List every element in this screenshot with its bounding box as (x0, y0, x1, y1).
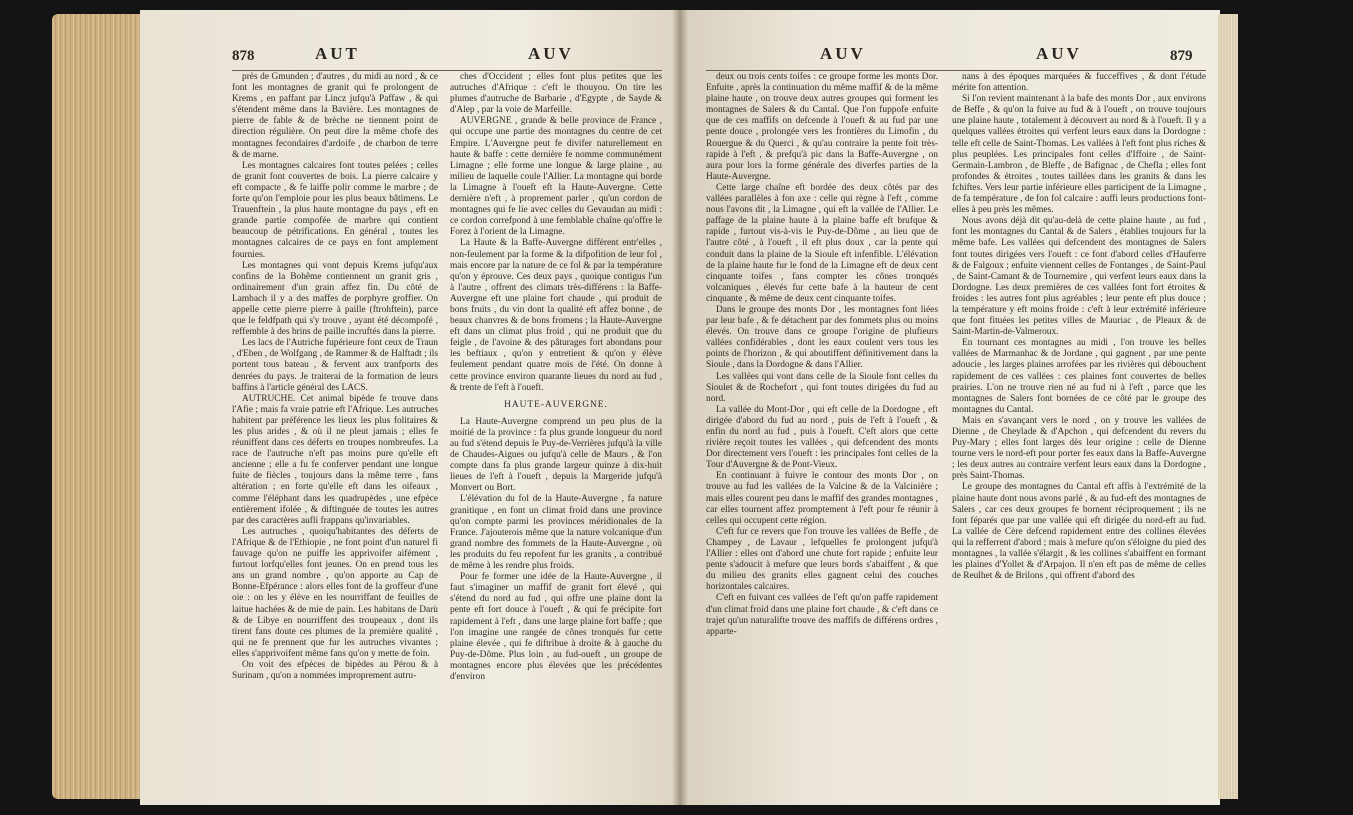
paragraph: nans à des époques marquées & fucceffives , & dont l'étude mérite fon attention. (952, 72, 1206, 94)
book-gutter (672, 10, 688, 805)
paragraph: Le groupe des montagnes du Cantal eft affis à l'extrémité de la plaine haute dont nous avons parlé , & au fud-eft des montagnes de Salers , car ces deux groupes fe bornent réciproquement ; ils ne font féparés que par une vallée qui eft dirigée du nord-eft au fud. La vallée de Cère defcend rapidement entre des collines élevées qui la refferrent d'abord ; mais à mefure qu'on s'éloigne du pied des montagnes , la vallée s'élargit , & les collines s'abaiffent en formant les plaines d'Yollet & d'Arpajon. Il n'en eft pas de même de celles de Reulhet & de Brilons , qui offrent d'abord des (952, 482, 1206, 582)
paragraph: près de Gmunden ; d'autres , du midi au nord , & ce font les montagnes de granit qui fe prolongent de Krems , en paffant par Lincz jufqu'à Paffaw , & qui s'étendent même dans la Bavière. Les montagnes de pierre de fable & de brèche ne tiennent point de direction régulière. On peut dire la même chofe des montagnes fecondaires d'ardoife , de charbon de terre & de marne. (232, 72, 438, 160)
paragraph: Mais en s'avançant vers le nord , on y trouve les vallées de Dienne , de Cheylade & d'Apchon , qui defcendent du revers du Puy-Mary ; elles font larges dès leur origine : celle de Dienne tourne vers le nord-eft pour porter fes eaux dans la Baffe-Auvergne ; les deux autres au contraire verfent leurs eaux dans la Dordogne , près Saint-Thomas. (952, 415, 1206, 482)
right-page (680, 10, 1220, 805)
paragraph: La Haute & la Baffe-Auvergne diffèrent entr'elles , non-feulement par la forme & la difpofition de leur fol , mais encore par la nature de ce fol & par la température qu'on y éprouve. Ces deux pays , quoique contigus l'un à l'autre , offrent des climats très-différens : la Baffe-Auvergne eft une plaine fort chaude , qui produit de bons fruits , du vin dont la qualité eft affez bonne , de beaux chanvres & de bons fromens ; la Haute-Auvergne eft dans un climat plus froid , qui ne produit que du feigle , de l'avoine & des pâturages fort abondans pour les beftiaux , qu'on y entretient & qu'on y élève feulement pendant quatre mois de l'été. On donne à cette province environ quarante lieues du nord au fud , & trente de l'eft à l'oueft. (450, 238, 662, 393)
paragraph: AUTRUCHE. Cet animal bipède fe trouve dans l'Afie ; mais fa vraie patrie eft l'Afrique. Les autruches habitent par préférence les lieux les plus folitaires & les plus arides , & où il ne pleut jamais ; elles fe réuniffent dans ces déferts en troupes nombreufes. La race de l'autruche n'eft pas moins pure qu'elle eft ancienne ; elle a fu fe conferver pendant une longue fuite de fiècles , toujours dans la même terre , fans altération ; en forte qu'elle eft dans les oifeaux , comme l'éléphant dans les quadrupèdes , une efpèce entièrement ifolée , & diftinguée de toutes les autres par des caractères aufli frappans qu'invariables. (232, 393, 438, 526)
running-header: AUT (315, 44, 360, 63)
paragraph: On voit des efpèces de bipèdes au Pérou & à Surinam , qu'on a nommées improprement autru- (232, 659, 438, 682)
paragraph: AUVERGNE , grande & belle province de France , qui occupe une partie des montagnes du centre de cet Empire. L'Auvergne peut fe divifer naturellement en haute & baffe : cette dernière fe nomme communément Limagne ; elle forme une longue & large plaine , au milieu de laquelle coule l'Allier. La montagne qui borde la Limagne à l'oueft eft la Haute-Auvergne. Cette dernière n'eft , à proprement parler , qu'un cordon de montagnes qui fe lie avec celles du Gevaudan au midi : ce cordon correfpond à une femblable chaîne qu'offre le Forez à l'orient de la Limagne. (450, 116, 662, 238)
paragraph: Pour fe former une idée de la Haute-Auvergne , il faut s'imaginer un maffif de granit fort élevé , qui s'étend du nord au fud , qui offre une plaine dont la pente eft fort douce à l'oueft , & qui fe précipite fort rapidement à l'eft , dans une large plaine fort baffe ; que l'on imagine une rangée de cônes tronqués fur cette plaine élevée , qui fe diftribue à droite & à gauche du Puy-de-Dôme. Plus loin , au fud-oueft , un groupe de montagnes encore plus élevées que les précédentes d'environ (450, 572, 662, 682)
paragraph: Les montagnes qui vont depuis Krems jufqu'aux confins de la Bohême contiennent un granit gris , ordinairement d'un grain affez fin. Du côté de Lambach il y a des maffes de porphyre groffier. On appelle cette pierre pierre à paille (ftrohftein), parce que le feldfpath qui s'y trouve , ayant été décompofé , reffemble à des brins de paille incruftés dans la pierre. (232, 260, 438, 338)
page-number: 879 (1170, 48, 1193, 64)
text-column (232, 72, 438, 682)
running-header: AUV (820, 44, 866, 63)
running-header: AUV (528, 44, 574, 63)
page-number: 878 (232, 48, 255, 64)
running-header: AUV (1036, 44, 1082, 63)
paragraph: L'élévation du fol de la Haute-Auvergne , fa nature granitique , en font un climat froid dans une province qu'on compte parmi les provinces méridionales de la France. J'ajouterois même que la nature volcanique d'un grand nombre des fommets de la Haute-Auvergne , où les produits du feu repofent fur les granits , a contribué de même à les rendre plus froids. (450, 494, 662, 572)
header-rule (706, 70, 1206, 71)
book-edge (52, 14, 147, 799)
paragraph: En continuant à fuivre le contour des monts Dor , on trouve au fud les vallées de la Valcine & de la Valcinière ; mais elles courent peu dans le maffif des grandes montagnes , car elles tournent affez promptement à l'eft pour fe réunir à celles qui occupent cette région. (706, 471, 938, 526)
paragraph: Les montagnes calcaires font toutes pelées ; celles de granit font couvertes de bois. La pierre calcaire y eft compacte , & fe laiffe polir comme le marbre ; de forte qu'on l'emploie pour les plus beaux bâtimens. Le Trauenftein , la plus haute montagne du pays , eft en grande partie compofée de marbre qui contient beaucoup de pétrifications. En général , toutes les montagnes calcaires de ce pays en font amplement fournies. (232, 160, 438, 260)
paragraph: C'eft en fuivant ces vallées de l'eft qu'on paffe rapidement d'un climat froid dans une plaine fort chaude , & c'eft dans ce trajet qu'un naturalifte trouve des maffifs de différens ordres , apparte- (706, 593, 938, 637)
paragraph: Nous avons déjà dit qu'au-delà de cette plaine haute , au fud , font les montagnes du Cantal & de Salers , établies toujours fur la même bafe. Les vallées qui defcendent des montagnes de Salers font toutes dirigées vers l'oueft : ce font d'abord celles d'Hauferre & de Falgoux ; enfuite viennent celles de Fontanges , de Saint-Paul , de Saint-Camant & de Tournemire , qui verfent leurs eaux dans la Dordogne. Les deux premières de ces vallées font fort étroites & froides : les autres font plus agréables ; leur pente eft plus douce ; la température y eft moins froide : c'eft à leur extrémité inférieure que font fituées les petites villes de Mauriac , de Pleaux & de Saint-Martin-de-Valmeroux. (952, 216, 1206, 338)
paragraph: La vallée du Mont-Dor , qui eft celle de la Dordogne , eft dirigée d'abord du fud au nord , puis de l'eft à l'oueft , & enfin du nord au fud , puis à l'oueft. C'eft alors que cette rivière reçoit toutes les vallées , qui defcendent des monts Dor directement vers l'oueft : les principales font celles de la Tour d'Auvergne & de Pont-Vieux. (706, 404, 938, 471)
paragraph: Cette large chaîne eft bordée des deux côtés par des vallées parallèles à fon axe : celle qui règne à l'eft , comme nous l'avons dit , la Limagne , qui eft la vallée de l'Allier. Le paffage de la plaine haute à la plaine baffe eft brufque & rapide , furtout vis-à-vis le Puy-de-Dôme , au lieu que de l'autre côté , à l'oueft , il eft plus doux , car la pente qui conduit dans la plaine de la Sioule eft infenfible. L'élévation de la plaine haute fur le fond de la Limagne eft de deux cent cinquante toifes , fans compter les cônes tronqués volcaniques , élevés fur cette bafe à la hauteur de cent cinquante , & même de deux cent cinquante toifes. (706, 182, 938, 304)
text-column (706, 72, 938, 638)
paragraph: Les vallées qui vont dans celle de la Sioule font celles du Sioulet & de Rochefort , qui font toutes dirigées du fud au nord. (706, 371, 938, 404)
paragraph: deux ou trois cents toifes : ce groupe forme les monts Dor. Enfuite , après la continuation du même maffif & de la même plaine haute , on trouve deux autres groupes qui forment les montagnes de Salers & du Cantal. Que l'on fuppofe enfuite que de ces maffifs on defcende à l'oueft & au fud par une pente douce , prolongée vers les frontières du Limofin , du Rouergue & du Querci , & qu'au contraire la pente foit très-rapide à l'eft , & prefqu'à pic dans la Baffe-Auvergne , on aura pour lors la forme générale des diverfes parties de la Haute-Auvergne. (706, 72, 938, 182)
paragraph: ches d'Occident ; elles font plus petites que les autruches d'Afrique : c'eft le thouyou. On tire les plumes d'autruche de Barbarie , d'Egypte , de Sayde & d'Alep , par la voie de Marfeille. (450, 72, 662, 116)
paragraph: C'eft fur ce revers que l'on trouve les vallées de Beffe , de Champey , de Lavaur , lefquelles fe prolongent jufqu'à l'Allier : elles ont d'abord une chute fort rapide ; enfuite leur pente s'adoucit à mefure que leurs bords s'abaiffent , & que du milieu des granits elles gagnent celui des couches horizontales calcaires. (706, 526, 938, 593)
paragraph: Si l'on revient maintenant à la bafe des monts Dor , aux environs de Beffe , & qu'on la fuive au fud & à l'oueft , on trouve toujours une plaine haute , totalement à découvert au nord & à l'oueft. Il y a quelques vallées étroites qui verfent leurs eaux dans la Dordogne : telle eft celle de Saint-Thomas. Les vallées à l'eft font plus riches & plus peuplées. Les principales font celles d'Iffoire , de Saint-Germain-Lambron , de Bleffe , de Bafignac , de Chefla ; elles font profondes & étroites , toutes taillées dans les granits & dans les fchiftes. Vers leur partie inférieure elles participent de la Limagne , de fa température , de fon fol calcaire : auffi leurs productions font-elles à peu près les mêmes. (952, 94, 1206, 216)
text-column (450, 72, 662, 683)
paragraph: Dans le groupe des monts Dor , les montagnes font liées par leur bafe , & fe détachent par des fommets plus ou moins élevés. On trouve dans ce groupe l'origine de plufieurs vallées confidérables , dont les eaux coulent vers tous les points de l'horizon , & qui aboutiffent définitivement dans la Sioule , dans la Dordogne & dans l'Allier. (706, 304, 938, 371)
left-page (140, 10, 680, 805)
book-edge (1218, 14, 1238, 799)
header-rule (232, 70, 662, 71)
paragraph: HAUTE-AUVERGNE. (504, 399, 608, 410)
paragraph: Les autruches , quoiqu'habitantes des déferts de l'Afrique & de l'Ethiopie , ne font point d'un naturel fi fauvage qu'on ne puiffe les apprivoifer aifément , furtout lorfqu'elles font jeunes. On en prend tous les ans un grand nombre , qu'on apporte au Cap de Bonne-Efpérance : alors elles font de la groffeur d'une oie : on les y élève en les nourriffant de feuilles de laitue hachées & de mie de pain. Les habitans de Darù & de Libye en nourriffent des troupeaux , dont ils tirent fans doute ces plumes de la première qualité , qui ne fe prennent que fur les autruches vivantes ; elles s'apprivoifent même fans qu'on y mette de foin. (232, 526, 438, 659)
paragraph: En tournant ces montagnes au midi , l'on trouve les belles vallées de Marmanhac & de Jordane , qui gagnent , par une pente adoucie , les larges plaines arrofées par les rivières qui débouchent rapidement de ces vallées : ces plaines font couvertes de belles prairies. L'on ne trouve rien né au fud ni à l'eft , parce que les montagnes de Salers font bornées de ce côté par le groupe des montagnes du Cantal. (952, 338, 1206, 415)
paragraph: Les lacs de l'Autriche fupérieure font ceux de Traun , d'Eben , de Wolfgang , de Rammer & de Halftadt ; ils portent tous bateau , & fervent aux tranfports des denrées du pays. Je traiterai de la formation de leurs baffins à l'article général des LACS. (232, 338, 438, 393)
paragraph: La Haute-Auvergne comprend un peu plus de la moitié de la province : fa plus grande longueur du nord au fud s'étend depuis le Puy-de-Verrières jufqu'à la ville de Chaudes-Aigues ou jufqu'à celle de Maurs , & l'on compte dans fa plus grande largeur quinze à dix-huit lieues de l'eft à l'oueft , depuis la Margeride jufqu'à Monvert ou Bort. (450, 416, 662, 494)
text-column (952, 72, 1206, 582)
